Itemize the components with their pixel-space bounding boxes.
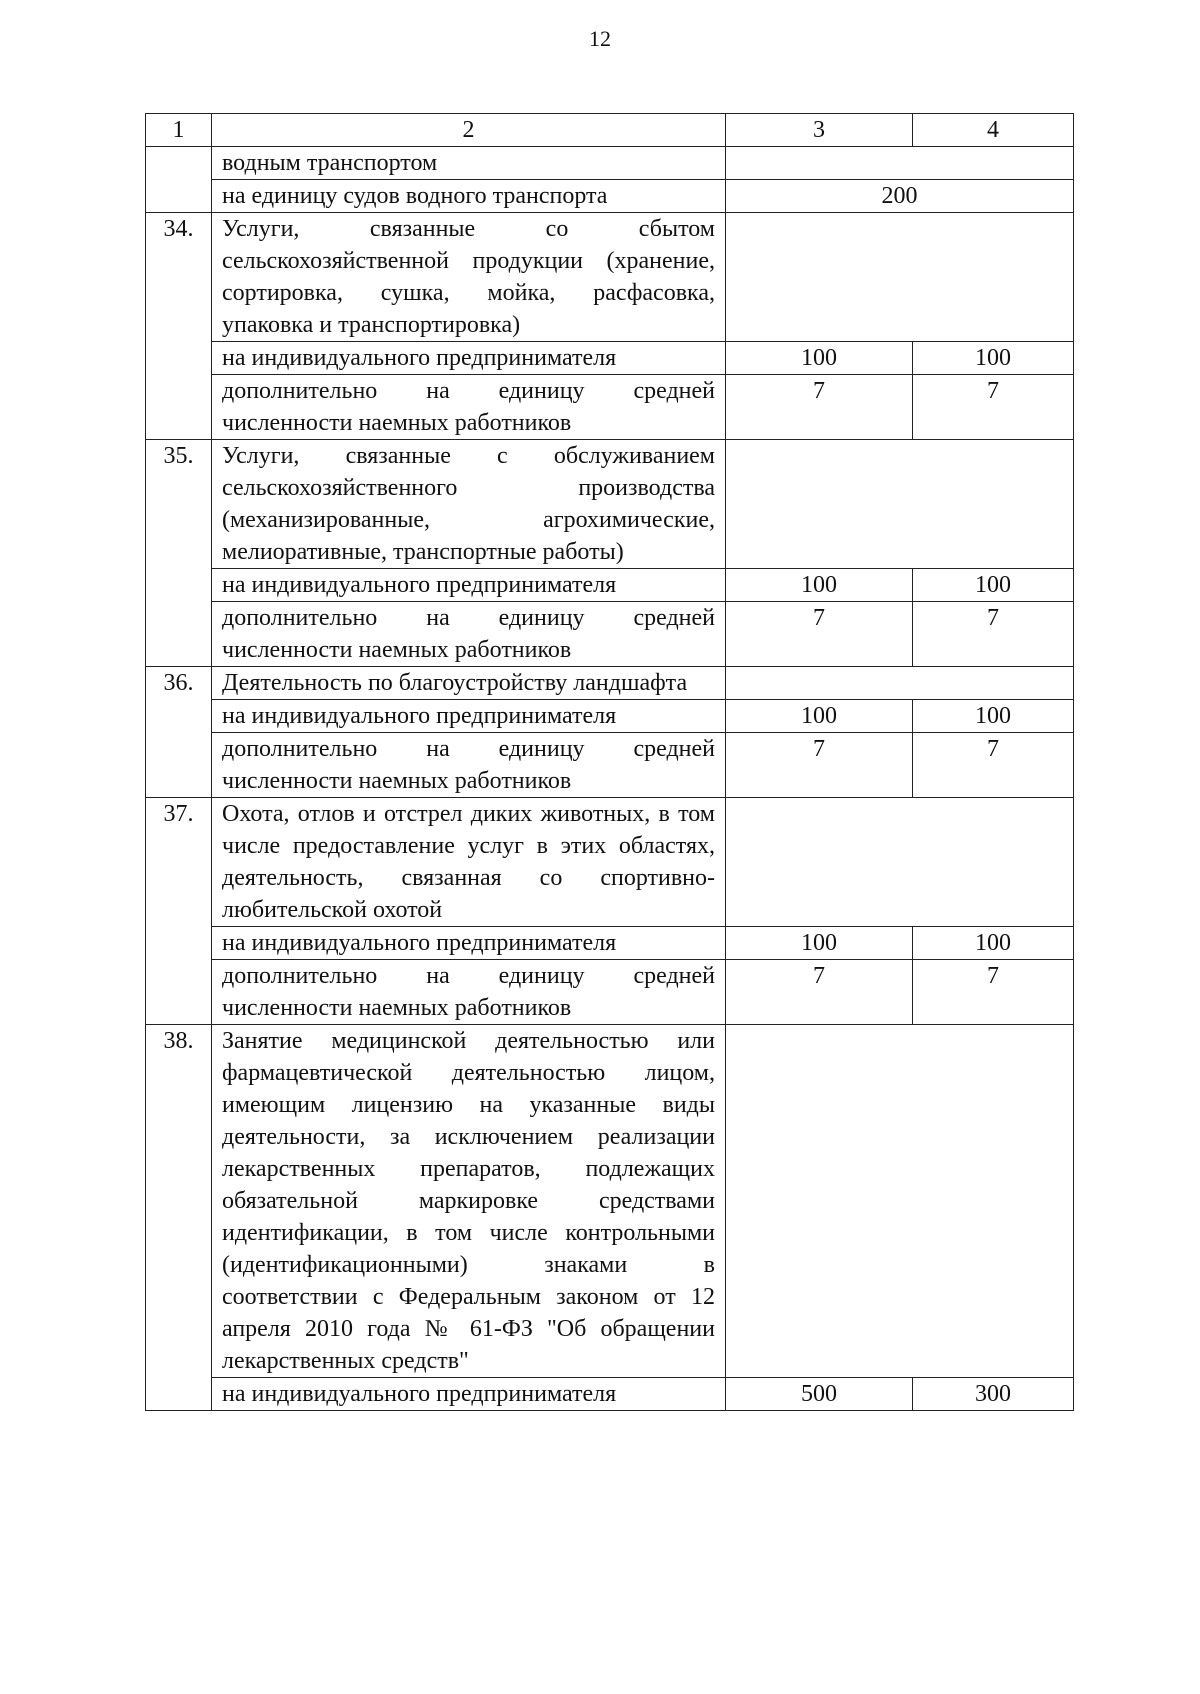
item-title: Занятие медицинской деятельностью или фармацевтической деятельностью лицом, имеющим лицензию на указанные виды деятельности, за исключением реализации лекарственных препаратов, подлежащих обязательной маркировке средствами идентификации, в том числе контрольными (идентификационными) знаками в соответствии с Федеральным законом от 12 апреля 2010 года № 61-ФЗ "Об обращении лекарственных средств" <box>212 1025 726 1378</box>
page-number: 12 <box>589 26 611 51</box>
row-label: дополнительно на единицу средней численности наемных работников <box>212 733 726 798</box>
row-value-col3: 7 <box>726 960 913 1025</box>
item-number: 38. <box>146 1025 212 1411</box>
item-title: Услуги, связанные с обслуживанием сельскохозяйственного производства (механизированные, агрохимические, мелиоративные, транспортные работы) <box>212 440 726 569</box>
value-empty <box>726 667 1074 700</box>
table-row <box>146 342 1074 375</box>
value-empty <box>726 147 1074 180</box>
header-col-4: 4 <box>913 114 1074 147</box>
table-row <box>146 960 1074 1025</box>
row-label: на индивидуального предпринимателя <box>212 927 726 960</box>
item-title: водным транспортом <box>212 147 726 180</box>
item-number: 34. <box>146 213 212 440</box>
row-label: дополнительно на единицу средней численности наемных работников <box>212 602 726 667</box>
table-row <box>146 180 1074 213</box>
table-row <box>146 798 1074 927</box>
row-value-col4: 100 <box>913 700 1074 733</box>
item-title: Деятельность по благоустройству ландшафта <box>212 667 726 700</box>
table-row <box>146 213 1074 342</box>
row-value-col3: 7 <box>726 733 913 798</box>
row-value-col4: 7 <box>913 375 1074 440</box>
item-title: Охота, отлов и отстрел диких животных, в том числе предоставление услуг в этих областях, деятельность, связанная со спортивно-любительской охотой <box>212 798 726 927</box>
row-value-col3: 100 <box>726 927 913 960</box>
row-value-col4: 7 <box>913 733 1074 798</box>
table-row <box>146 733 1074 798</box>
value-empty <box>726 440 1074 569</box>
table-row <box>146 1025 1074 1378</box>
table-row <box>146 602 1074 667</box>
row-value: 200 <box>726 180 1074 213</box>
table-row <box>146 147 1074 180</box>
row-value-col3: 7 <box>726 375 913 440</box>
row-value-col3: 100 <box>726 569 913 602</box>
table-row <box>146 700 1074 733</box>
value-empty <box>726 213 1074 342</box>
tariff-table <box>145 113 1074 1411</box>
item-title: Услуги, связанные со сбытом сельскохозяйственной продукции (хранение, сортировка, сушка, мойка, расфасовка, упаковка и транспортировка) <box>212 213 726 342</box>
item-number-empty <box>146 147 212 213</box>
row-label: на единицу судов водного транспорта <box>212 180 726 213</box>
row-label: на индивидуального предпринимателя <box>212 1378 726 1411</box>
item-number: 35. <box>146 440 212 667</box>
row-label: на индивидуального предпринимателя <box>212 700 726 733</box>
value-empty <box>726 1025 1074 1378</box>
table-row <box>146 667 1074 700</box>
header-col-2: 2 <box>212 114 726 147</box>
row-value-col4: 300 <box>913 1378 1074 1411</box>
table-row <box>146 927 1074 960</box>
item-number: 37. <box>146 798 212 1025</box>
row-value-col3: 500 <box>726 1378 913 1411</box>
row-value-col4: 7 <box>913 960 1074 1025</box>
row-label: дополнительно на единицу средней численности наемных работников <box>212 375 726 440</box>
table-row <box>146 569 1074 602</box>
row-label: на индивидуального предпринимателя <box>212 569 726 602</box>
row-value-col4: 100 <box>913 569 1074 602</box>
table-row <box>146 1378 1074 1411</box>
row-label: дополнительно на единицу средней численности наемных работников <box>212 960 726 1025</box>
row-value-col4: 100 <box>913 927 1074 960</box>
table-row <box>146 375 1074 440</box>
header-col-3: 3 <box>726 114 913 147</box>
value-empty <box>726 798 1074 927</box>
table-row <box>146 440 1074 569</box>
row-label: на индивидуального предпринимателя <box>212 342 726 375</box>
item-number: 36. <box>146 667 212 798</box>
row-value-col4: 100 <box>913 342 1074 375</box>
row-value-col3: 100 <box>726 342 913 375</box>
row-value-col3: 7 <box>726 602 913 667</box>
row-value-col4: 7 <box>913 602 1074 667</box>
header-col-1: 1 <box>146 114 212 147</box>
row-value-col3: 100 <box>726 700 913 733</box>
table-header-row <box>146 114 1074 147</box>
